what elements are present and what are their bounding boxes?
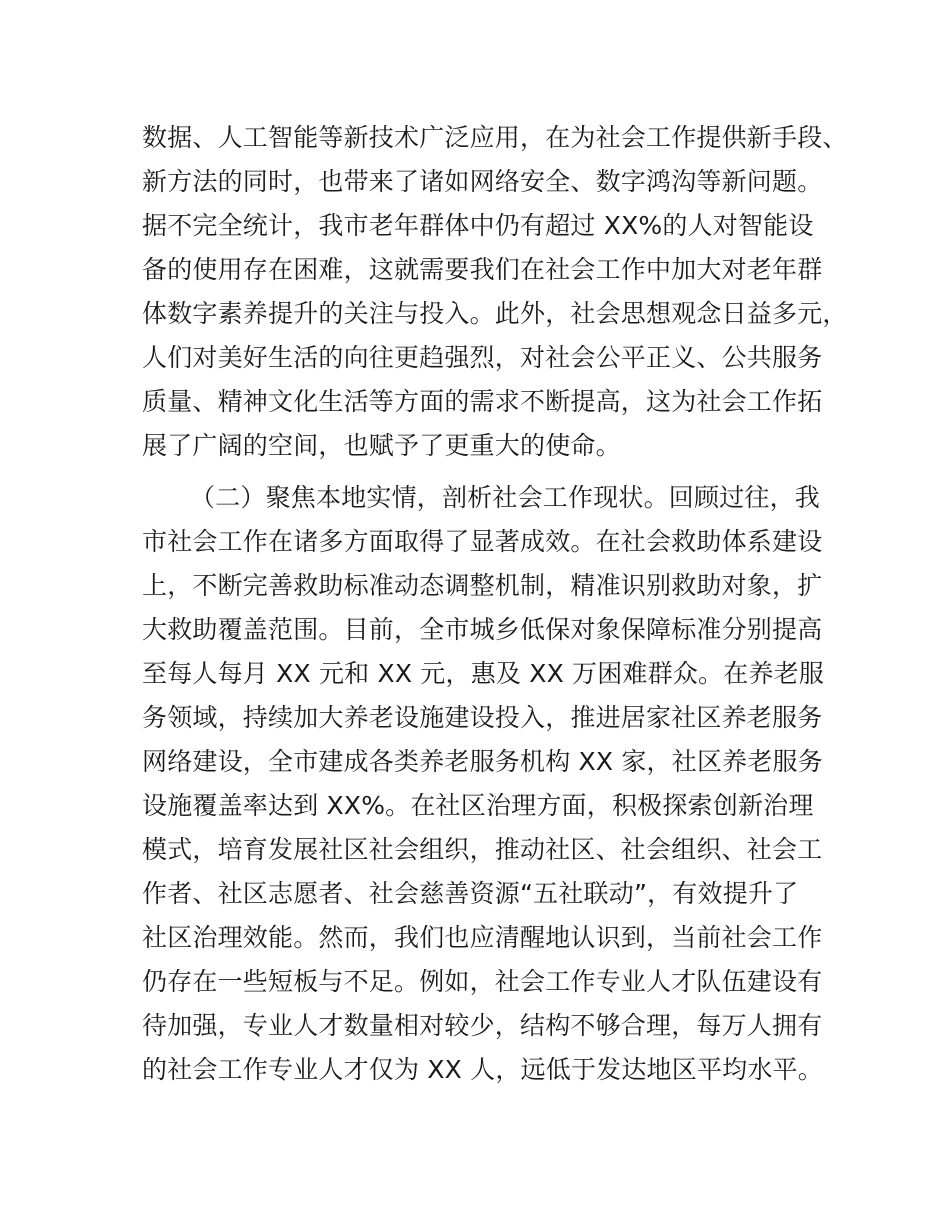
text-line: 设施覆盖率达到 XX%。在社区治理方面，积极探索创新治理 (142, 791, 814, 820)
text-line: 体数字素养提升的关注与投入。此外，社会思想观念日益多元， (142, 299, 848, 328)
text-line: 至每人每月 XX 元和 XX 元，惠及 XX 万困难群众。在养老服 (142, 659, 825, 688)
text-line: 作者、社区志愿者、社会慈善资源“五社联动”，有效提升了 (142, 879, 799, 908)
text-line: 网络建设，全市建成各类养老服务机构 XX 家，社区养老服务 (142, 747, 823, 776)
text-line: 新方法的同时，也带来了诸如网络安全、数字鸿沟等新问题。 (142, 167, 823, 196)
text-line: 大救助覆盖范围。目前，全市城乡低保对象保障标准分别提高 (142, 615, 823, 644)
text-line: 社区治理效能。然而，我们也应清醒地认识到，当前社会工作 (142, 923, 823, 952)
text-line: 人们对美好生活的向往更趋强烈，对社会公平正义、公共服务 (142, 343, 823, 372)
section-heading-line: （二）聚焦本地实情，剖析社会工作现状。回顾过往，我 (190, 483, 821, 512)
text-line: 市社会工作在诸多方面取得了显著成效。在社会救助体系建设 (142, 527, 823, 556)
text-line: 数据、人工智能等新技术广泛应用，在为社会工作提供新手段、 (142, 123, 848, 152)
text-line: 上，不断完善救助标准动态调整机制，精准识别救助对象，扩 (142, 571, 823, 600)
text-line: 仍存在一些短板与不足。例如，社会工作专业人才队伍建设有 (142, 967, 823, 996)
text-line: 待加强，专业人才数量相对较少，结构不够合理，每万人拥有 (142, 1011, 823, 1040)
text-line: 的社会工作专业人才仅为 XX 人，远低于发达地区平均水平。 (142, 1055, 823, 1084)
text-line: 务领域，持续加大养老设施建设投入，推进居家社区养老服务 (142, 703, 823, 732)
text-line: 质量、精神文化生活等方面的需求不断提高，这为社会工作拓 (142, 387, 823, 416)
text-line: 备的使用存在困难，这就需要我们在社会工作中加大对老年群 (142, 255, 823, 284)
text-line: 模式，培育发展社区社会组织，推动社区、社会组织、社会工 (142, 835, 823, 864)
paragraph-2 (142, 476, 832, 1092)
text-line: 据不完全统计，我市老年群体中仍有超过 XX%的人对智能设 (142, 211, 814, 240)
text-line: 展了广阔的空间，也赋予了更重大的使命。 (142, 431, 621, 460)
paragraph-1 (142, 116, 848, 468)
document-body (142, 116, 848, 1100)
